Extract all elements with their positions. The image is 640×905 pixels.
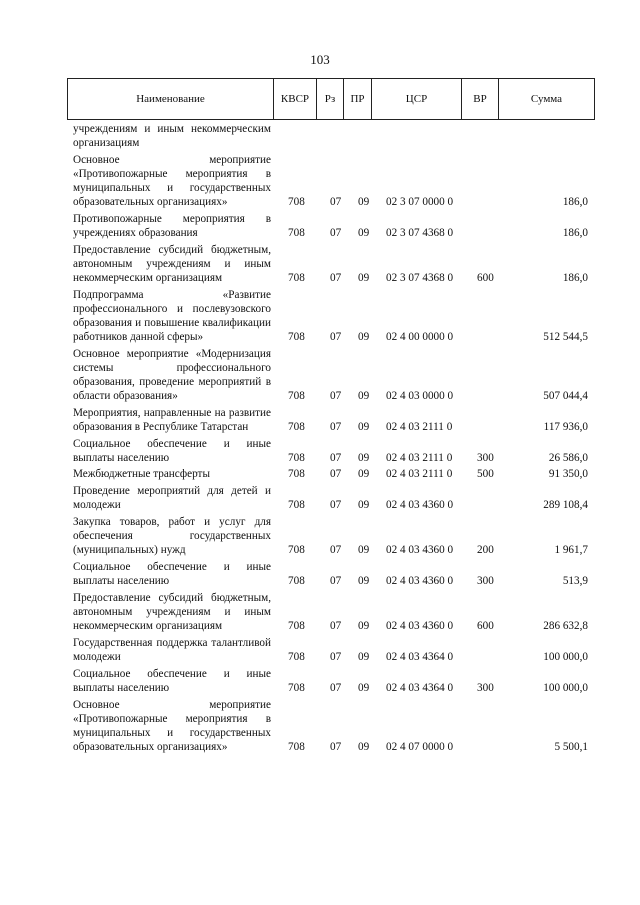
row-sum: 186,0 [562,196,588,208]
row-kvsr: 708 [288,227,305,239]
header-vr: ВР [462,79,499,120]
row-kvsr: 708 [288,544,305,556]
row-name: Социальное обеспечение и иные выплаты населению [73,561,271,587]
row-csr: 02 4 03 4364 0 [386,651,454,663]
row-name: Основное мероприятие «Противопожарные мероприятия в муниципальных и государственных образовательных организациях» [73,154,271,208]
row-sum: 507 044,4 [543,390,588,402]
row-kvsr: 708 [288,331,305,343]
row-sum: 5 500,1 [554,741,588,753]
table-row [0,406,640,434]
table-row [0,212,640,240]
row-rz: 07 [330,682,342,694]
row-name: Мероприятия, направленные на развитие образования в Республике Татарстан [73,407,271,433]
page-number: 103 [310,52,330,67]
row-csr: 02 4 03 4360 0 [386,499,454,511]
row-rz: 07 [330,544,342,556]
table-row [0,288,640,344]
row-csr: 02 3 07 4368 0 [386,227,454,239]
table-row [0,591,640,633]
row-pr: 09 [358,421,370,433]
row-name: Подпрограмма «Развитие профессионального и послевузовского образования и повышение квалификации работников данной сферы» [73,289,271,343]
row-sum: 100 000,0 [543,682,588,694]
row-rz: 07 [330,331,342,343]
row-sum: 186,0 [562,227,588,239]
row-vr: 300 [477,452,494,464]
header-rz: Рз [317,79,344,120]
row-kvsr: 708 [288,452,305,464]
row-sum: 26 586,0 [548,452,588,464]
row-rz: 07 [330,421,342,433]
row-csr: 02 4 03 4360 0 [386,544,454,556]
table-row [0,484,640,512]
table-row [0,698,640,754]
row-vr: 300 [477,682,494,694]
row-pr: 09 [358,575,370,587]
row-pr: 09 [358,331,370,343]
row-kvsr: 708 [288,651,305,663]
table-row [0,515,640,557]
row-name: Предоставление субсидий бюджетным, автономным учреждениям и иным некоммерческим организациям [73,592,271,632]
row-sum: 512 544,5 [543,331,588,343]
row-pr: 09 [358,227,370,239]
row-rz: 07 [330,272,342,284]
row-csr: 02 3 07 4368 0 [386,272,454,284]
row-sum: 289 108,4 [543,499,588,511]
row-rz: 07 [330,468,342,480]
row-pr: 09 [358,682,370,694]
row-name: Закупка товаров, работ и услуг для обеспечения государственных (муниципальных) нужд [73,516,271,556]
row-rz: 07 [330,390,342,402]
row-name: Государственная поддержка талантливой молодежи [73,637,271,663]
header-kvsr: КВСР [274,79,317,120]
table-row [0,122,640,150]
row-kvsr: 708 [288,575,305,587]
row-sum: 91 350,0 [548,468,588,480]
row-vr: 300 [477,575,494,587]
row-name: Основное мероприятие «Модернизация системы профессионального образования, проведение мероприятий в области образования» [73,348,271,402]
row-pr: 09 [358,620,370,632]
row-pr: 09 [358,499,370,511]
table-row [0,347,640,403]
row-rz: 07 [330,227,342,239]
row-rz: 07 [330,196,342,208]
table-row [0,437,640,465]
row-rz: 07 [330,620,342,632]
row-sum: 513,9 [562,575,588,587]
row-name: Предоставление субсидий бюджетным, автономным учреждениям и иным некоммерческим организациям [73,244,271,284]
row-csr: 02 4 07 0000 0 [386,741,454,753]
row-csr: 02 4 03 4360 0 [386,575,454,587]
row-pr: 09 [358,272,370,284]
row-sum: 1 961,7 [554,544,588,556]
row-name: учреждениям и иным некоммерческим организациям [73,123,271,149]
row-rz: 07 [330,575,342,587]
row-pr: 09 [358,651,370,663]
row-name: Межбюджетные трансферты [73,468,210,480]
table-row [0,467,640,481]
row-kvsr: 708 [288,272,305,284]
row-vr: 500 [477,468,494,480]
row-kvsr: 708 [288,620,305,632]
table-row [0,636,640,664]
row-csr: 02 4 03 2111 0 [386,452,453,464]
row-name: Социальное обеспечение и иные выплаты населению [73,438,271,464]
row-kvsr: 708 [288,390,305,402]
row-csr: 02 4 03 4360 0 [386,620,454,632]
row-csr: 02 4 03 4364 0 [386,682,454,694]
row-csr: 02 4 03 2111 0 [386,421,453,433]
row-pr: 09 [358,741,370,753]
row-csr: 02 4 03 0000 0 [386,390,454,402]
row-name: Основное мероприятие «Противопожарные мероприятия в муниципальных и государственных образовательных организациях» [73,699,271,753]
row-pr: 09 [358,452,370,464]
row-name: Проведение мероприятий для детей и молодежи [73,485,271,511]
row-vr: 600 [477,620,494,632]
table-body [0,122,640,754]
row-kvsr: 708 [288,499,305,511]
row-sum: 186,0 [562,272,588,284]
row-csr: 02 4 03 2111 0 [386,468,453,480]
row-pr: 09 [358,390,370,402]
table-row [0,243,640,285]
header-csr: ЦСР [372,79,462,120]
row-pr: 09 [358,468,370,480]
row-rz: 07 [330,452,342,464]
row-pr: 09 [358,544,370,556]
row-kvsr: 708 [288,682,305,694]
row-name: Социальное обеспечение и иные выплаты населению [73,668,271,694]
row-sum: 100 000,0 [543,651,588,663]
row-kvsr: 708 [288,468,305,480]
row-vr: 200 [477,544,494,556]
row-rz: 07 [330,741,342,753]
row-sum: 286 632,8 [543,620,588,632]
row-rz: 07 [330,651,342,663]
table-header [67,78,595,120]
header-name: Наименование [68,79,274,120]
table-row [0,560,640,588]
row-name: Противопожарные мероприятия в учреждениях образования [73,213,271,239]
row-csr: 02 3 07 0000 0 [386,196,454,208]
table-row [0,667,640,695]
row-rz: 07 [330,499,342,511]
header-sum: Сумма [499,79,595,120]
row-kvsr: 708 [288,421,305,433]
row-kvsr: 708 [288,196,305,208]
row-kvsr: 708 [288,741,305,753]
row-vr: 600 [477,272,494,284]
row-pr: 09 [358,196,370,208]
header-pr: ПР [344,79,372,120]
table-row [0,153,640,209]
row-sum: 117 936,0 [543,421,588,433]
row-csr: 02 4 00 0000 0 [386,331,454,343]
